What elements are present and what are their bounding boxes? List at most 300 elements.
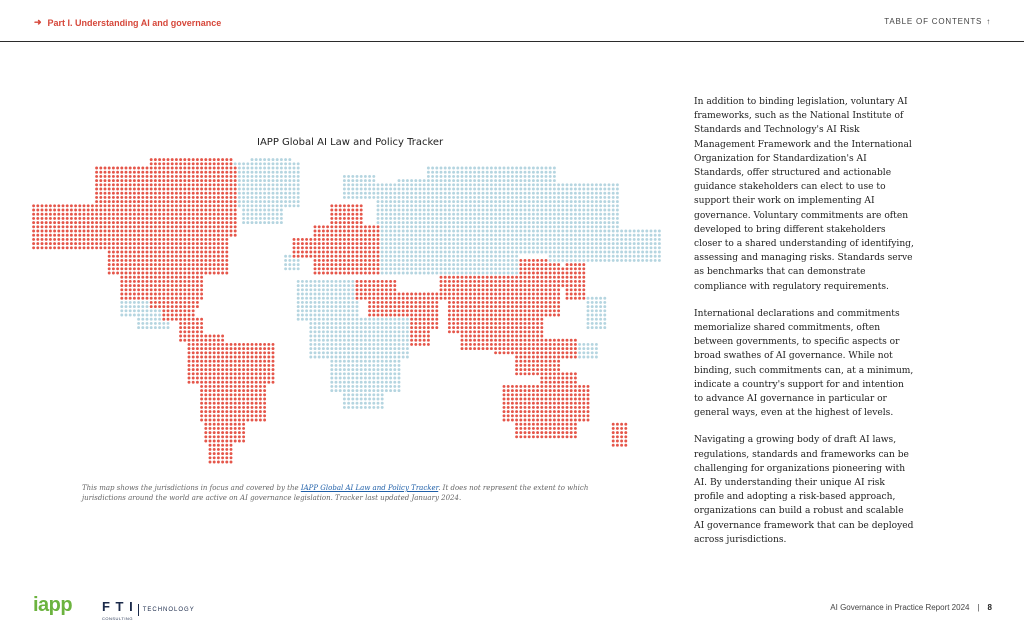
uncovered-region-dot xyxy=(368,192,371,195)
uncovered-region-dot xyxy=(335,284,338,287)
covered-jurisdiction-dot xyxy=(519,360,522,363)
covered-jurisdiction-dot xyxy=(477,314,480,317)
uncovered-region-dot xyxy=(561,259,564,262)
covered-jurisdiction-dot xyxy=(179,293,182,296)
covered-jurisdiction-dot xyxy=(498,351,501,354)
uncovered-region-dot xyxy=(272,162,275,165)
uncovered-region-dot xyxy=(377,381,380,384)
uncovered-region-dot xyxy=(158,309,161,312)
covered-jurisdiction-dot xyxy=(183,293,186,296)
covered-jurisdiction-dot xyxy=(171,305,174,308)
covered-jurisdiction-dot xyxy=(330,213,333,216)
uncovered-region-dot xyxy=(524,171,527,174)
covered-jurisdiction-dot xyxy=(234,217,237,220)
covered-jurisdiction-dot xyxy=(360,272,363,275)
covered-jurisdiction-dot xyxy=(557,301,560,304)
covered-jurisdiction-dot xyxy=(549,284,552,287)
uncovered-region-dot xyxy=(440,188,443,191)
covered-jurisdiction-dot xyxy=(339,267,342,270)
uncovered-region-dot xyxy=(393,339,396,342)
uncovered-region-dot xyxy=(377,372,380,375)
uncovered-region-dot xyxy=(574,255,577,258)
uncovered-region-dot xyxy=(511,234,514,237)
covered-jurisdiction-dot xyxy=(209,335,212,338)
covered-jurisdiction-dot xyxy=(389,301,392,304)
uncovered-region-dot xyxy=(503,255,506,258)
uncovered-region-dot xyxy=(591,259,594,262)
covered-jurisdiction-dot xyxy=(70,238,73,241)
uncovered-region-dot xyxy=(427,230,430,233)
covered-jurisdiction-dot xyxy=(524,272,527,275)
uncovered-region-dot xyxy=(503,175,506,178)
uncovered-region-dot xyxy=(339,389,342,392)
covered-jurisdiction-dot xyxy=(192,188,195,191)
covered-jurisdiction-dot xyxy=(347,238,350,241)
covered-jurisdiction-dot xyxy=(204,162,207,165)
uncovered-region-dot xyxy=(385,255,388,258)
covered-jurisdiction-dot xyxy=(112,230,115,233)
uncovered-region-dot xyxy=(347,326,350,329)
covered-jurisdiction-dot xyxy=(196,171,199,174)
covered-jurisdiction-dot xyxy=(234,364,237,367)
uncovered-region-dot xyxy=(494,213,497,216)
covered-jurisdiction-dot xyxy=(179,330,182,333)
uncovered-region-dot xyxy=(242,171,245,174)
uncovered-region-dot xyxy=(545,171,548,174)
covered-jurisdiction-dot xyxy=(242,372,245,375)
uncovered-region-dot xyxy=(490,213,493,216)
covered-jurisdiction-dot xyxy=(204,431,207,434)
covered-jurisdiction-dot xyxy=(259,393,262,396)
uncovered-region-dot xyxy=(322,305,325,308)
covered-jurisdiction-dot xyxy=(217,440,220,443)
uncovered-region-dot xyxy=(343,364,346,367)
uncovered-region-dot xyxy=(423,200,426,203)
uncovered-region-dot xyxy=(297,305,300,308)
uncovered-region-dot xyxy=(398,230,401,233)
covered-jurisdiction-dot xyxy=(217,238,220,241)
uncovered-region-dot xyxy=(469,188,472,191)
uncovered-region-dot xyxy=(511,213,514,216)
table-of-contents-link[interactable] xyxy=(884,17,991,26)
covered-jurisdiction-dot xyxy=(175,200,178,203)
uncovered-region-dot xyxy=(305,293,308,296)
covered-jurisdiction-dot xyxy=(377,301,380,304)
covered-jurisdiction-dot xyxy=(347,217,350,220)
uncovered-region-dot xyxy=(612,200,615,203)
covered-jurisdiction-dot xyxy=(490,293,493,296)
uncovered-region-dot xyxy=(351,293,354,296)
uncovered-region-dot xyxy=(406,209,409,212)
uncovered-region-dot xyxy=(356,356,359,359)
uncovered-region-dot xyxy=(389,230,392,233)
covered-jurisdiction-dot xyxy=(309,242,312,245)
uncovered-region-dot xyxy=(398,251,401,254)
covered-jurisdiction-dot xyxy=(204,339,207,342)
covered-jurisdiction-dot xyxy=(410,293,413,296)
uncovered-region-dot xyxy=(297,162,300,165)
uncovered-region-dot xyxy=(305,318,308,321)
uncovered-region-dot xyxy=(490,230,493,233)
uncovered-region-dot xyxy=(494,175,497,178)
uncovered-region-dot xyxy=(624,255,627,258)
covered-jurisdiction-dot xyxy=(204,356,207,359)
covered-jurisdiction-dot xyxy=(188,343,191,346)
covered-jurisdiction-dot xyxy=(192,305,195,308)
uncovered-region-dot xyxy=(540,238,543,241)
uncovered-region-dot xyxy=(427,213,430,216)
covered-jurisdiction-dot xyxy=(36,242,39,245)
covered-jurisdiction-dot xyxy=(154,272,157,275)
covered-jurisdiction-dot xyxy=(570,288,573,291)
covered-jurisdiction-dot xyxy=(540,351,543,354)
uncovered-region-dot xyxy=(524,192,527,195)
uncovered-region-dot xyxy=(242,192,245,195)
covered-jurisdiction-dot xyxy=(150,297,153,300)
uncovered-region-dot xyxy=(482,196,485,199)
covered-jurisdiction-dot xyxy=(230,385,233,388)
uncovered-region-dot xyxy=(238,175,241,178)
uncovered-region-dot xyxy=(490,179,493,182)
uncovered-region-dot xyxy=(377,318,380,321)
covered-jurisdiction-dot xyxy=(356,213,359,216)
covered-jurisdiction-dot xyxy=(230,414,233,417)
uncovered-region-dot xyxy=(393,272,396,275)
covered-jurisdiction-dot xyxy=(469,297,472,300)
uncovered-region-dot xyxy=(599,251,602,254)
covered-jurisdiction-dot xyxy=(368,288,371,291)
uncovered-region-dot xyxy=(553,217,556,220)
uncovered-region-dot xyxy=(461,179,464,182)
uncovered-region-dot xyxy=(368,385,371,388)
uncovered-region-dot xyxy=(570,251,573,254)
uncovered-region-dot xyxy=(368,389,371,392)
uncovered-region-dot xyxy=(406,200,409,203)
covered-jurisdiction-dot xyxy=(465,330,468,333)
uncovered-region-dot xyxy=(372,330,375,333)
uncovered-region-dot xyxy=(473,188,476,191)
covered-jurisdiction-dot xyxy=(150,293,153,296)
covered-jurisdiction-dot xyxy=(91,204,94,207)
uncovered-region-dot xyxy=(456,242,459,245)
uncovered-region-dot xyxy=(414,267,417,270)
covered-jurisdiction-dot xyxy=(158,242,161,245)
covered-jurisdiction-dot xyxy=(196,213,199,216)
covered-jurisdiction-dot xyxy=(435,318,438,321)
covered-jurisdiction-dot xyxy=(108,209,111,212)
covered-jurisdiction-dot xyxy=(238,364,241,367)
covered-jurisdiction-dot xyxy=(158,188,161,191)
covered-jurisdiction-dot xyxy=(511,322,514,325)
uncovered-region-dot xyxy=(486,192,489,195)
covered-jurisdiction-dot xyxy=(343,238,346,241)
uncovered-region-dot xyxy=(402,347,405,350)
uncovered-region-dot xyxy=(251,204,254,207)
uncovered-region-dot xyxy=(347,347,350,350)
covered-jurisdiction-dot xyxy=(104,196,107,199)
covered-jurisdiction-dot xyxy=(545,356,548,359)
uncovered-region-dot xyxy=(587,234,590,237)
covered-jurisdiction-dot xyxy=(423,322,426,325)
covered-jurisdiction-dot xyxy=(209,188,212,191)
uncovered-region-dot xyxy=(259,213,262,216)
covered-jurisdiction-dot xyxy=(494,305,497,308)
uncovered-region-dot xyxy=(498,255,501,258)
uncovered-region-dot xyxy=(612,246,615,249)
uncovered-region-dot xyxy=(515,196,518,199)
covered-jurisdiction-dot xyxy=(129,188,132,191)
covered-jurisdiction-dot xyxy=(536,284,539,287)
covered-jurisdiction-dot xyxy=(263,398,266,401)
covered-jurisdiction-dot xyxy=(175,255,178,258)
covered-jurisdiction-dot xyxy=(234,377,237,380)
covered-jurisdiction-dot xyxy=(45,204,48,207)
uncovered-region-dot xyxy=(427,263,430,266)
covered-jurisdiction-dot xyxy=(498,297,501,300)
uncovered-region-dot xyxy=(557,234,560,237)
covered-jurisdiction-dot xyxy=(146,204,149,207)
covered-jurisdiction-dot xyxy=(179,183,182,186)
covered-jurisdiction-dot xyxy=(242,356,245,359)
covered-jurisdiction-dot xyxy=(536,276,539,279)
covered-jurisdiction-dot xyxy=(225,444,228,447)
covered-jurisdiction-dot xyxy=(419,343,422,346)
uncovered-region-dot xyxy=(377,196,380,199)
uncovered-region-dot xyxy=(377,402,380,405)
covered-jurisdiction-dot xyxy=(221,410,224,413)
covered-jurisdiction-dot xyxy=(398,309,401,312)
uncovered-region-dot xyxy=(423,213,426,216)
covered-jurisdiction-dot xyxy=(141,255,144,258)
covered-jurisdiction-dot xyxy=(427,305,430,308)
covered-jurisdiction-dot xyxy=(200,217,203,220)
covered-jurisdiction-dot xyxy=(217,175,220,178)
uncovered-region-dot xyxy=(620,234,623,237)
uncovered-region-dot xyxy=(570,238,573,241)
covered-jurisdiction-dot xyxy=(339,209,342,212)
uncovered-region-dot xyxy=(280,171,283,174)
covered-jurisdiction-dot xyxy=(263,385,266,388)
uncovered-region-dot xyxy=(385,221,388,224)
covered-jurisdiction-dot xyxy=(356,238,359,241)
covered-jurisdiction-dot xyxy=(519,309,522,312)
covered-jurisdiction-dot xyxy=(230,461,233,464)
uncovered-region-dot xyxy=(356,398,359,401)
covered-jurisdiction-dot xyxy=(230,343,233,346)
covered-jurisdiction-dot xyxy=(553,360,556,363)
covered-jurisdiction-dot xyxy=(129,263,132,266)
uncovered-region-dot xyxy=(650,238,653,241)
uncovered-region-dot xyxy=(465,259,468,262)
covered-jurisdiction-dot xyxy=(293,255,296,258)
covered-jurisdiction-dot xyxy=(200,204,203,207)
uncovered-region-dot xyxy=(284,188,287,191)
covered-jurisdiction-dot xyxy=(507,309,510,312)
covered-jurisdiction-dot xyxy=(192,272,195,275)
uncovered-region-dot xyxy=(293,192,296,195)
covered-jurisdiction-dot xyxy=(200,385,203,388)
uncovered-region-dot xyxy=(402,196,405,199)
uncovered-region-dot xyxy=(246,171,249,174)
covered-jurisdiction-dot xyxy=(57,234,60,237)
uncovered-region-dot xyxy=(309,280,312,283)
covered-jurisdiction-dot xyxy=(66,230,69,233)
covered-jurisdiction-dot xyxy=(36,238,39,241)
covered-jurisdiction-dot xyxy=(209,246,212,249)
covered-jurisdiction-dot xyxy=(154,221,157,224)
uncovered-region-dot xyxy=(444,259,447,262)
covered-jurisdiction-dot xyxy=(192,217,195,220)
uncovered-region-dot xyxy=(452,255,455,258)
uncovered-region-dot xyxy=(444,167,447,170)
uncovered-region-dot xyxy=(431,263,434,266)
uncovered-region-dot xyxy=(553,234,556,237)
covered-jurisdiction-dot xyxy=(167,293,170,296)
covered-jurisdiction-dot xyxy=(553,272,556,275)
covered-jurisdiction-dot xyxy=(104,246,107,249)
covered-jurisdiction-dot xyxy=(343,259,346,262)
covered-jurisdiction-dot xyxy=(213,179,216,182)
covered-jurisdiction-dot xyxy=(150,204,153,207)
covered-jurisdiction-dot xyxy=(557,314,560,317)
covered-jurisdiction-dot xyxy=(473,297,476,300)
covered-jurisdiction-dot xyxy=(125,192,128,195)
covered-jurisdiction-dot xyxy=(188,322,191,325)
uncovered-region-dot xyxy=(284,192,287,195)
uncovered-region-dot xyxy=(385,356,388,359)
covered-jurisdiction-dot xyxy=(154,179,157,182)
uncovered-region-dot xyxy=(553,209,556,212)
covered-jurisdiction-dot xyxy=(314,259,317,262)
covered-jurisdiction-dot xyxy=(385,297,388,300)
covered-jurisdiction-dot xyxy=(263,356,266,359)
uncovered-region-dot xyxy=(318,330,321,333)
uncovered-region-dot xyxy=(347,360,350,363)
covered-jurisdiction-dot xyxy=(528,284,531,287)
covered-jurisdiction-dot xyxy=(45,230,48,233)
covered-jurisdiction-dot xyxy=(95,171,98,174)
covered-jurisdiction-dot xyxy=(83,204,86,207)
covered-jurisdiction-dot xyxy=(154,196,157,199)
covered-jurisdiction-dot xyxy=(108,259,111,262)
uncovered-region-dot xyxy=(381,393,384,396)
covered-jurisdiction-dot xyxy=(162,158,165,161)
covered-jurisdiction-dot xyxy=(192,204,195,207)
covered-jurisdiction-dot xyxy=(146,267,149,270)
uncovered-region-dot xyxy=(414,217,417,220)
covered-jurisdiction-dot xyxy=(515,309,518,312)
covered-jurisdiction-dot xyxy=(41,204,44,207)
covered-jurisdiction-dot xyxy=(574,272,577,275)
covered-jurisdiction-dot xyxy=(246,393,249,396)
covered-jurisdiction-dot xyxy=(154,267,157,270)
uncovered-region-dot xyxy=(398,225,401,228)
covered-jurisdiction-dot xyxy=(213,414,216,417)
covered-jurisdiction-dot xyxy=(532,351,535,354)
uncovered-region-dot xyxy=(603,242,606,245)
covered-jurisdiction-dot xyxy=(95,230,98,233)
covered-jurisdiction-dot xyxy=(242,368,245,371)
covered-jurisdiction-dot xyxy=(519,326,522,329)
uncovered-region-dot xyxy=(595,192,598,195)
covered-jurisdiction-dot xyxy=(146,230,149,233)
covered-jurisdiction-dot xyxy=(566,284,569,287)
covered-jurisdiction-dot xyxy=(465,326,468,329)
uncovered-region-dot xyxy=(330,318,333,321)
uncovered-region-dot xyxy=(381,213,384,216)
covered-jurisdiction-dot xyxy=(242,440,245,443)
covered-jurisdiction-dot xyxy=(74,230,77,233)
uncovered-region-dot xyxy=(595,217,598,220)
uncovered-region-dot xyxy=(267,192,270,195)
uncovered-region-dot xyxy=(641,234,644,237)
covered-jurisdiction-dot xyxy=(528,335,531,338)
covered-jurisdiction-dot xyxy=(183,288,186,291)
uncovered-region-dot xyxy=(456,263,459,266)
uncovered-region-dot xyxy=(469,255,472,258)
covered-jurisdiction-dot xyxy=(259,406,262,409)
uncovered-region-dot xyxy=(482,213,485,216)
covered-jurisdiction-dot xyxy=(225,246,228,249)
covered-jurisdiction-dot xyxy=(234,204,237,207)
uncovered-region-dot xyxy=(578,213,581,216)
uncovered-region-dot xyxy=(612,242,615,245)
covered-jurisdiction-dot xyxy=(158,272,161,275)
uncovered-region-dot xyxy=(347,372,350,375)
covered-jurisdiction-dot xyxy=(146,246,149,249)
covered-jurisdiction-dot xyxy=(515,276,518,279)
uncovered-region-dot xyxy=(272,213,275,216)
covered-jurisdiction-dot xyxy=(465,322,468,325)
covered-jurisdiction-dot xyxy=(221,217,224,220)
uncovered-region-dot xyxy=(385,351,388,354)
uncovered-region-dot xyxy=(419,263,422,266)
covered-jurisdiction-dot xyxy=(528,347,531,350)
uncovered-region-dot xyxy=(259,192,262,195)
uncovered-region-dot xyxy=(398,368,401,371)
uncovered-region-dot xyxy=(540,234,543,237)
covered-jurisdiction-dot xyxy=(246,364,249,367)
uncovered-region-dot xyxy=(452,213,455,216)
uncovered-region-dot xyxy=(587,183,590,186)
covered-jurisdiction-dot xyxy=(167,251,170,254)
covered-jurisdiction-dot xyxy=(326,267,329,270)
covered-jurisdiction-dot xyxy=(213,267,216,270)
uncovered-region-dot xyxy=(393,381,396,384)
uncovered-region-dot xyxy=(385,389,388,392)
uncovered-region-dot xyxy=(473,213,476,216)
uncovered-region-dot xyxy=(406,234,409,237)
uncovered-region-dot xyxy=(578,242,581,245)
uncovered-region-dot xyxy=(347,356,350,359)
covered-jurisdiction-dot xyxy=(200,209,203,212)
uncovered-region-dot xyxy=(272,221,275,224)
covered-jurisdiction-dot xyxy=(95,221,98,224)
covered-jurisdiction-dot xyxy=(196,204,199,207)
covered-jurisdiction-dot xyxy=(116,213,119,216)
uncovered-region-dot xyxy=(322,314,325,317)
uncovered-region-dot xyxy=(351,196,354,199)
covered-jurisdiction-dot xyxy=(158,175,161,178)
covered-jurisdiction-dot xyxy=(524,330,527,333)
covered-jurisdiction-dot xyxy=(322,238,325,241)
covered-jurisdiction-dot xyxy=(486,305,489,308)
covered-jurisdiction-dot xyxy=(213,381,216,384)
covered-jurisdiction-dot xyxy=(339,246,342,249)
covered-jurisdiction-dot xyxy=(196,301,199,304)
covered-jurisdiction-dot xyxy=(532,272,535,275)
uncovered-region-dot xyxy=(553,175,556,178)
